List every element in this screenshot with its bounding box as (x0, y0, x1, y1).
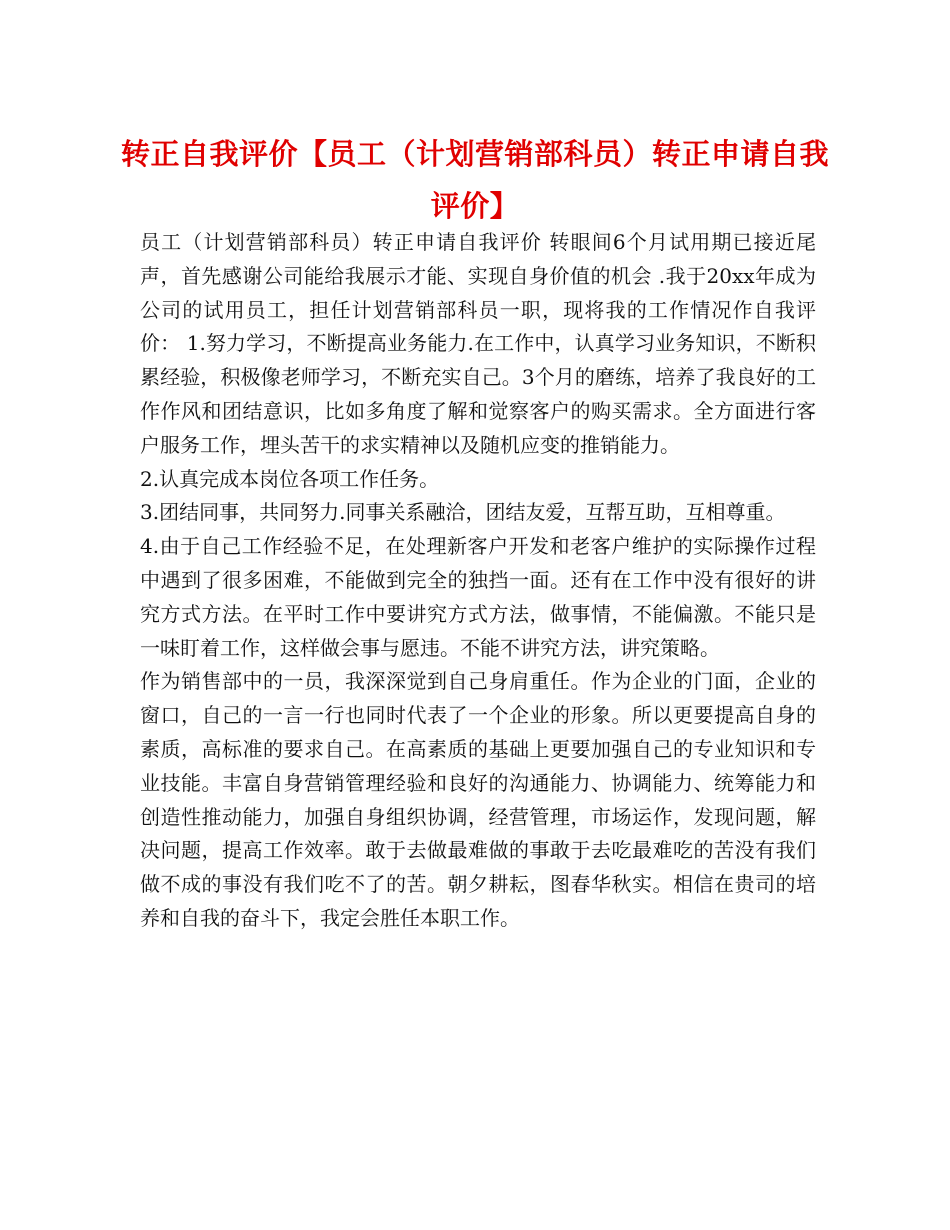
paragraph-item-2: 2.认真完成本岗位各项工作任务。 (140, 466, 440, 491)
paragraph-item-3: 3.团结同事，共同努力.同事关系融洽，团结友爱，互帮互助，互相尊重。 (140, 500, 786, 525)
document-body (140, 226, 816, 936)
paragraph-intro: 员工（计划营销部科员）转正申请自我评价 转眼间6个月试用期已接近尾声，首先感谢公司能给我展示才能、实现自身价值的机会 .我于20xx年成为公司的试用员工，担任计划营销部科员一职，现将我的工作情况作自我评价： 1.努力学习，不断提高业务能力.在工作中，认真学习业务知识，不断积 累经验，积极像老师学习，不断充实自己。3个月的磨练，培养了我良好的工作作风和团结意识，比如多角度了解和觉察客户的购买需求。全方面进行客户服务工作，埋头苦干的求实精神以及随机应变的推销能力。 (140, 230, 816, 457)
paragraph-item-4: 4.由于自己工作经验不足，在处理新客户开发和老客户维护的实际操作过程中遇到了很多困难，不能做到完全的独挡一面。还有在工作中没有很好的讲究方式方法。在平时工作中要讲究方式方法，做事情，不能偏激。不能只是一味盯着工作，这样做会事与愿违。不能不讲究方法，讲究策略。 (140, 534, 816, 660)
paragraph-conclusion: 作为销售部中的一员，我深深觉到自己身肩重任。作为企业的门面，企业的窗口，自己的一言一行也同时代表了一个企业的形象。所以更要提高自身的素质，高标准的要求自己。在高素质的基础上更要加强自己的专业知识和专业技能。丰富自身营销管理经验和良好的沟通能力、协调能力、统筹能力和创造性推动能力，加强自身组织协调，经营管理，市场运作，发现问题，解决问题，提高工作效率。敢于去做最难做的事敢于去吃最难吃的苦没有我们做不成的事没有我们吃不了的苦。朝夕耕耘，图春华秋实。相信在贵司的培养和自我的奋斗下，我定会胜任本职工作。 (140, 669, 816, 930)
document-title: 转正自我评价【员工（计划营销部科员）转正申请自我评价】 (120, 137, 829, 223)
